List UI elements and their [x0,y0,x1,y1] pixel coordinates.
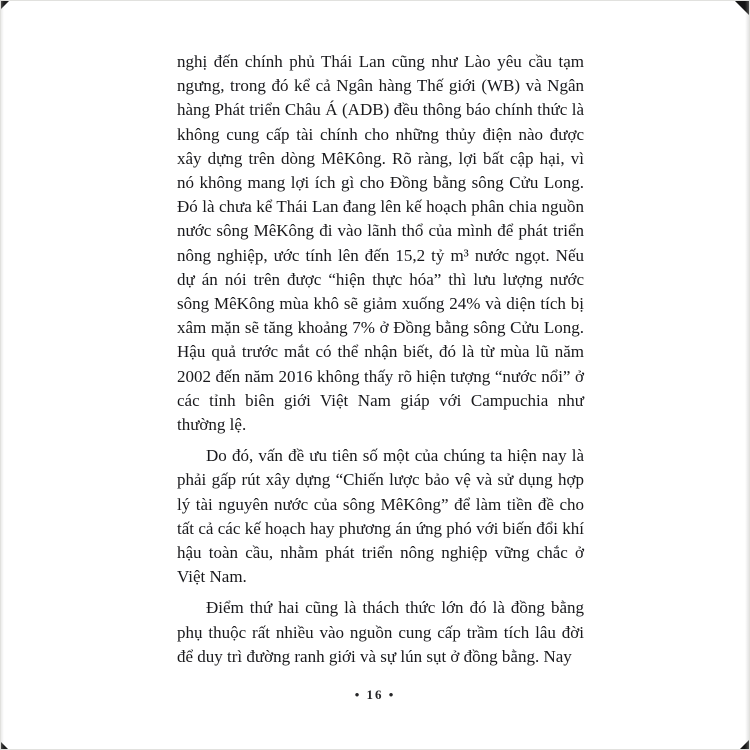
paragraph: Điểm thứ hai cũng là thách thức lớn đó là đồng bằng phụ thuộc rất nhiều vào nguồn cung cấp trầm tích lâu đời để duy trì đường ranh giới và sự lún sụt ở đồng bằng. Nay [177,598,584,666]
page-text-block [177,50,584,669]
paragraph: Do đó, vấn đề ưu tiên số một của chúng ta hiện nay là phải gấp rút xây dựng “Chiến lược bảo vệ và sử dụng hợp lý tài nguyên nước của sông MêKông” để làm tiền đề cho tất cả các kế hoạch hay phương án ứng phó với biến đổi khí hậu toàn cầu, nhằm phát triển nông nghiệp vững chắc ở Việt Nam. [177,446,584,587]
page-edge-shadow-left [1,1,4,749]
page-number: • 16 • [354,687,396,702]
page-edge-shadow-right [745,1,749,749]
paragraph-continuation: nghị đến chính phủ Thái Lan cũng như Lào yêu cầu tạm ngưng, trong đó kể cả Ngân hàng Thế giới (WB) và Ngân hàng Phát triển Châu Á (ADB) đều thông báo chính thức là không cung cấp tài chính cho những thủy điện nào được xây dựng trên dòng MêKông. Rõ ràng, lợi bất cập hại, vì nó không mang lợi ích gì cho Đồng bằng sông Cửu Long. Đó là chưa kể Thái Lan đang lên kế hoạch phân chia nguồn nước sông MêKông đi vào lãnh thổ của mình để phát triển nông nghiệp, ước tính lên đến 15,2 tỷ m³ nước ngọt. Nếu dự án nói trên được “hiện thực hóa” thì lưu lượng nước sông MêKông mùa khô sẽ giảm xuống 24% và diện tích bị xâm mặn sẽ tăng khoảng 7% ở Đồng bằng sông Cửu Long. Hậu quả trước mắt có thể nhận biết, đó là từ mùa lũ năm 2002 đến năm 2016 không thấy rõ hiện tượng “nước nổi” ở các tỉnh biên giới Việt Nam giáp với Campuchia như thường lệ. [177,52,584,435]
